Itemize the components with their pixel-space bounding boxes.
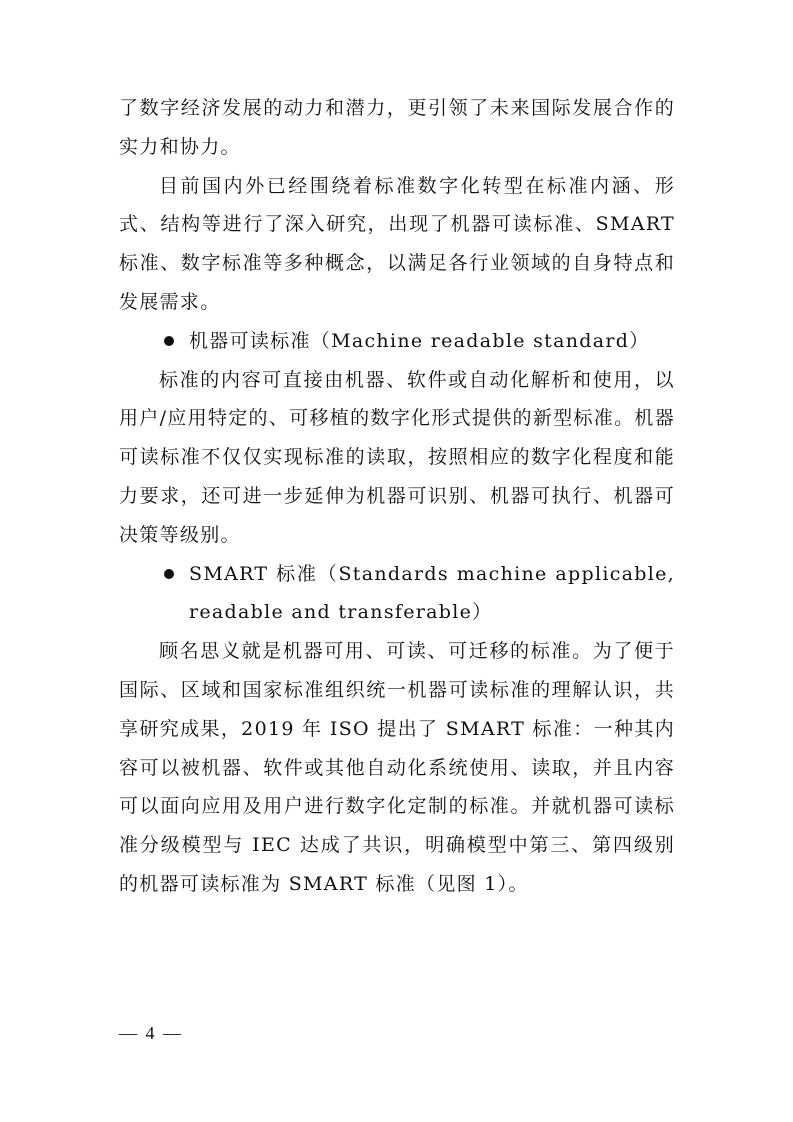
bullet-smart-standard bbox=[119, 555, 675, 633]
paragraph-machine-readable-definition: 标准的内容可直接由机器、软件或自动化解析和使用，以用户/应用特定的、可移植的数字化形式提供的新型标准。机器可读标准不仅仅实现标准的读取，按照相应的数字化程度和能力要求，还可进一步延伸为机器可识别、机器可执行、机器可决策等级别。 bbox=[119, 368, 675, 546]
bullet-label: 机器可读标准（Machine readable standard） bbox=[189, 329, 650, 352]
bullet-icon bbox=[164, 336, 174, 346]
body-text bbox=[119, 89, 675, 904]
paragraph-research-overview: 目前国内外已经围绕着标准数字化转型在标准内涵、形式、结构等进行了深入研究，出现了机器可读标准、SMART 标准、数字标准等多种概念，以满足各行业领域的自身特点和发展需求。 bbox=[119, 174, 675, 313]
bullet-label: SMART 标准（Standards machine applicable, readable and transferable） bbox=[189, 562, 675, 624]
page-number: — 4 — bbox=[119, 1023, 183, 1043]
paragraph-smart-definition: 顾名思义就是机器可用、可读、可迁移的标准。为了便于国际、区域和国家标准组织统一机器可读标准的理解认识，共享研究成果，2019 年 ISO 提出了 SMART 标准：一种其内容可以被机器、软件或其他自动化系统使用、读取，并且内容可以面向应用及用户进行数字化定制的标准。并就机器可读标准分级模型与 IEC 达成了共识，明确模型中第三、第四级别的机器可读标准为 SMART 标准（见图 1）。 bbox=[119, 640, 675, 895]
bullet-machine-readable-standard bbox=[119, 322, 675, 361]
bullet-icon bbox=[164, 569, 174, 579]
paragraph-intro-continuation: 了数字经济发展的动力和潜力，更引领了未来国际发展合作的实力和协力。 bbox=[119, 97, 675, 158]
